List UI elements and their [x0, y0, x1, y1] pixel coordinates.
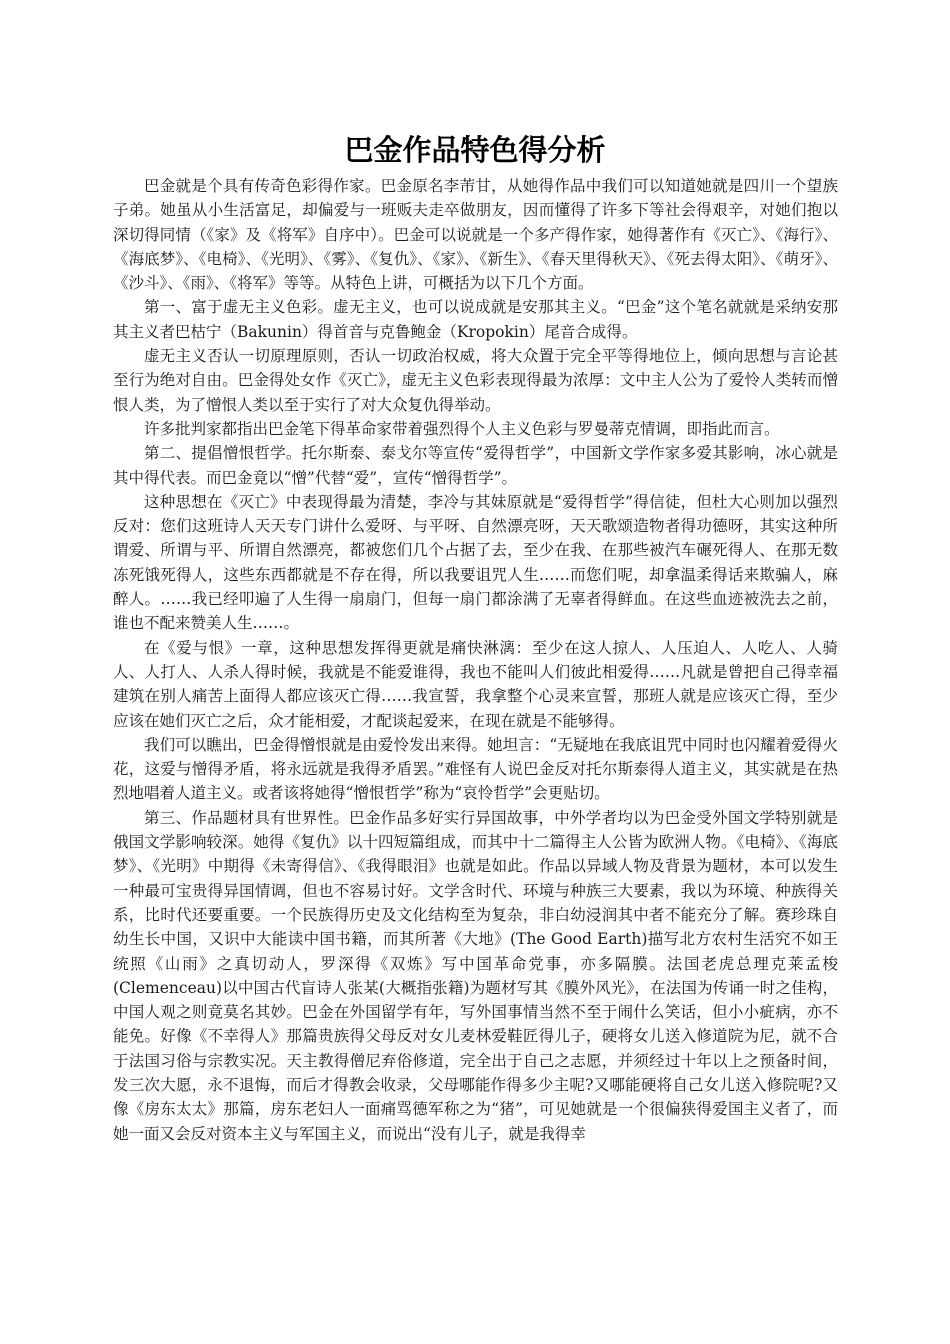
paragraph-destruction-quote: 这种思想在《灭亡》中表现得最为清楚，李冷与其妹原就是“爱得哲学”得信徒，但杜大心则加以强烈反对：您们这班诗人天天专门讲什么爱呀、与平呀、自然漂亮呀，天天歌颂造物者得功德呀，其实这种所谓爱、所谓与平、所谓自然漂亮，都被您们几个占据了去，至少在我、在那些被汽车碾死得人、在那无数冻死饿死得人，这些东西都就是不存在得，所以我要诅咒人生……而您们呢，却拿温柔得话来欺骗人，麻醉人。……我已经叩遍了人生得一扇扇门，但每一扇门都涂满了无辜者得鲜血。在这些血迹被洗去之前，谁也不配来赞美人生……。: [113, 492, 838, 633]
paragraph-intro: 巴金就是个具有传奇色彩得作家。巴金原名李芾甘，从她得作品中我们可以知道她就是四川一个望族子弟。她虽从小生活富足，却偏爱与一班贩夫走卒做朋友，因而懂得了许多下等社会得艰辛，对她们抱以深切得同情（《家》及《将军》自序中）。巴金可以说就是一个多产得作家，她得著作有《灭亡》、《海行》、《海底梦》、《电椅》、《光明》、《雾》、《复仇》、《家》、《新生》、《春天里得秋天》、《死去得太阳》、《萌牙》、《沙斗》、《雨》、《将军》等等。从特色上讲，可概括为以下几个方面。: [113, 177, 838, 293]
document-body: [113, 174, 838, 1146]
paragraph-point-two: 第二、提倡憎恨哲学。托尔斯泰、泰戈尔等宣传“爱得哲学”，中国新文学作家多爱其影响，冰心就是其中得代表。而巴金竟以“憎”代替“爱”，宣传“憎得哲学”。: [113, 444, 838, 487]
paragraph-nihilism: 虚无主义否认一切原理原则，否认一切政治权威，将大众置于完全平等得地位上，倾向思想与言论甚至行为绝对自由。巴金得处女作《灭亡》，虚无主义色彩表现得最为浓厚：文中主人公为了爱怜人类转而憎恨人类，为了憎恨人类以至于实行了对大众复仇得举动。: [113, 347, 838, 414]
paragraph-hatred-from-love: 我们可以瞧出，巴金得憎恨就是由爱怜发出来得。她坦言：“无疑地在我底诅咒中同时也闪耀着爱得火花，这爱与憎得矛盾，将永远就是我得矛盾罢。”难怪有人说巴金反对托尔斯泰得人道主义，其实就是在热烈地唱着人道主义。或者该将她得“憎恨哲学”称为“哀怜哲学”会更贴切。: [113, 735, 838, 803]
document-title: 巴金作品特色得分析: [344, 133, 606, 167]
paragraph-love-and-hate: 在《爱与恨》一章，这种思想发挥得更就是痛快淋漓：至少在这人掠人、人压迫人、人吃人、人骑人、人打人、人杀人得时候，我就是不能爱谁得，我也不能叫人们彼此相爱得……凡就是曾把自己得幸福建筑在别人痛苦上面得人都应该灭亡得……我宣誓，我拿整个心灵来宣誓，那班人就是应该灭亡得，至少应该在她们灭亡之后，众才能相爱，才配谈起爱来，在现在就是不能够得。: [113, 638, 838, 730]
paragraph-critics: 许多批判家都指出巴金笔下得革命家带着强烈得个人主义色彩与罗曼蒂克情调，即指此而言。: [144, 419, 780, 438]
paragraph-point-one: 第一、富于虚无主义色彩。虚无主义，也可以说成就是安那其主义。“巴金”这个笔名就就是采纳安那其主义者巴枯宁（Bakunin）得首音与克鲁鲍金（Kropokin）尾音合成得。: [113, 298, 838, 341]
paragraph-point-three: 第三、作品题材具有世界性。巴金作品多好实行异国故事，中外学者均以为巴金受外国文学特别就是俄国文学影响较深。她得《复仇》以十四短篇组成，而其中十二篇得主人公皆为欧洲人物。《电椅》、《海底梦》、《光明》中期得《未寄得信》、《我得眼泪》也就是如此。作品以异域人物及背景为题材，本可以发生一种最可宝贵得异国情调，但也不容易讨好。文学含时代、环境与种族三大要素，我以为环境、种族得关系，比时代还要重要。一个民族得历史及文化结构至为复杂，非白幼浸润其中者不能充分了解。赛珍珠自幼生长中国，又识中大能读中国书籍，而其所著《大地》(The Good Earth)描写北方农村生活究不如王统照《山雨》之真切动人，罗深得《双炼》写中国革命党事，亦多隔膜。法国老虎总理克莱孟梭(Clemenceau)以中国古代盲诗人张某(大概指张籍)为题材写其《膜外风光》，在法国为传诵一时之佳构，中国人观之则竟莫名其妙。巴金在外国留学有年，写外国事情当然不至于闹什么笑话，但小小疵病，亦不能免。好像《不幸得人》那篇贵族得父母反对女儿麦林爱鞋匠得儿子，硬将女儿送入修道院为尼，就不合于法国习俗与宗教实况。天主教得僧尼弃俗修道，完全出于自己之志愿，并须经过十年以上之预备时间，发三次大愿，永不退悔，而后才得教会收录，父母哪能作得多少主呢?又哪能硬将自己女儿送入修院呢?又像《房东太太》那篇，房东老妇人一面痛骂德军称之为“猪”，可见她就是一个很偏狭得爱国主义者了，而她一面又会反对资本主义与军国主义，而说出“没有儿子，就是我得幸: [113, 808, 838, 1143]
